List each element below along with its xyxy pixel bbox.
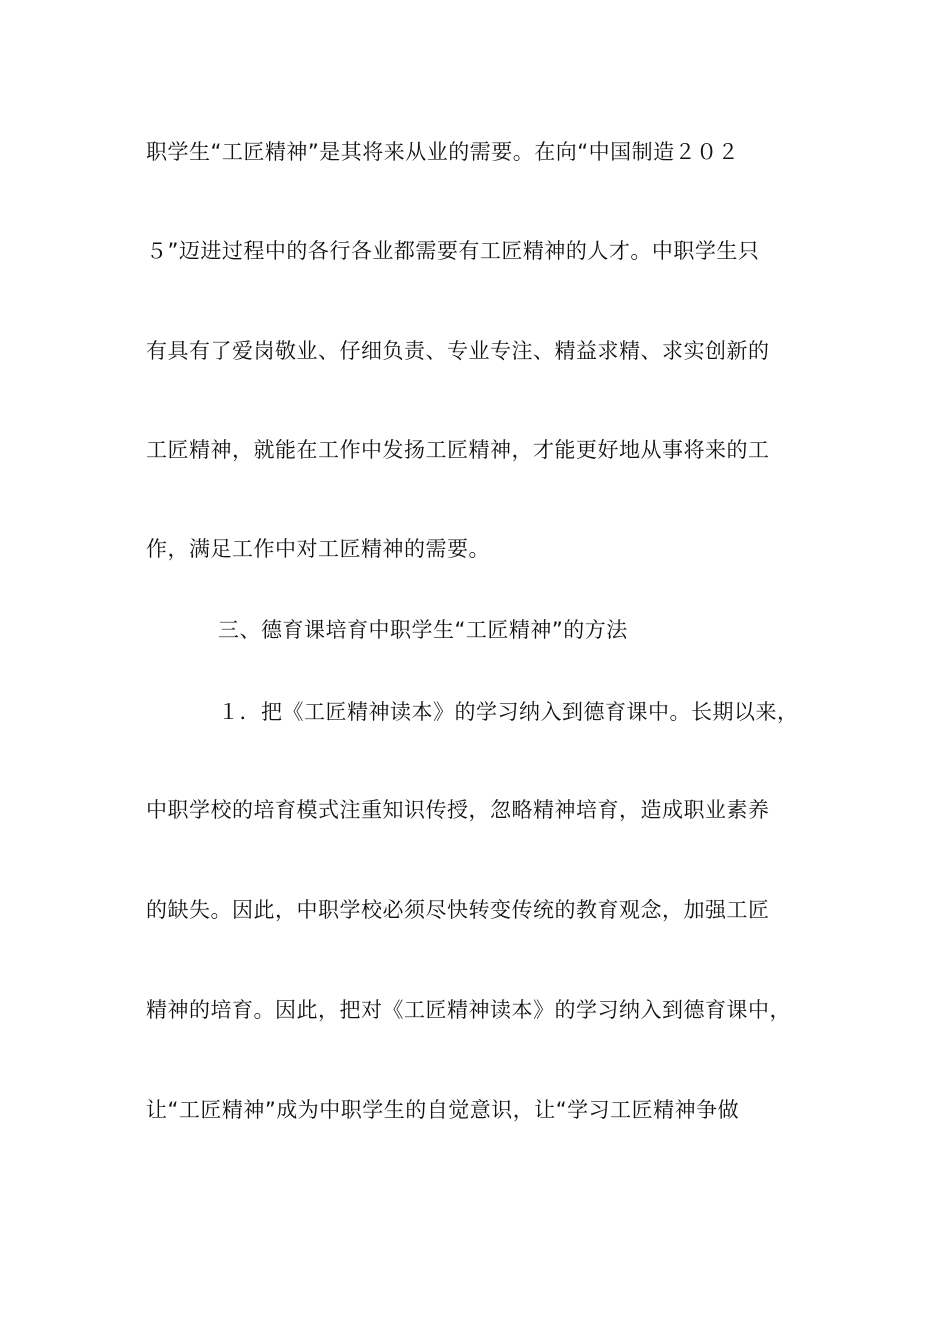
item-line: 的缺失。因此，中职学校必须尽快转变传统的教育观念，加强工匠 bbox=[146, 898, 770, 922]
item-line: １．把《工匠精神读本》的学习纳入到德育课中。长期以来， bbox=[218, 700, 799, 724]
paragraph-line: ５”迈进过程中的各行各业都需要有工匠精神的人才。中职学生只 bbox=[146, 239, 760, 263]
item-line: 让“工匠精神”成为中职学生的自觉意识，让“学习工匠精神争做 bbox=[146, 1098, 740, 1122]
item-line: 中职学校的培育模式注重知识传授，忽略精神培育，造成职业素养 bbox=[146, 798, 770, 822]
item-line: 精神的培育。因此，把对《工匠精神读本》的学习纳入到德育课中， bbox=[146, 998, 791, 1022]
paragraph-line: 有具有了爱岗敬业、仔细负责、专业专注、精益求精、求实创新的 bbox=[146, 339, 770, 363]
paragraph-line: 作，满足工作中对工匠精神的需要。 bbox=[146, 537, 490, 561]
paragraph-line: 工匠精神，就能在工作中发扬工匠精神，才能更好地从事将来的工 bbox=[146, 438, 770, 462]
paragraph-line: 职学生“工匠精神”是其将来从业的需要。在向“中国制造２０２ bbox=[146, 140, 740, 164]
section-heading: 三、德育课培育中职学生“工匠精神”的方法 bbox=[218, 618, 628, 642]
